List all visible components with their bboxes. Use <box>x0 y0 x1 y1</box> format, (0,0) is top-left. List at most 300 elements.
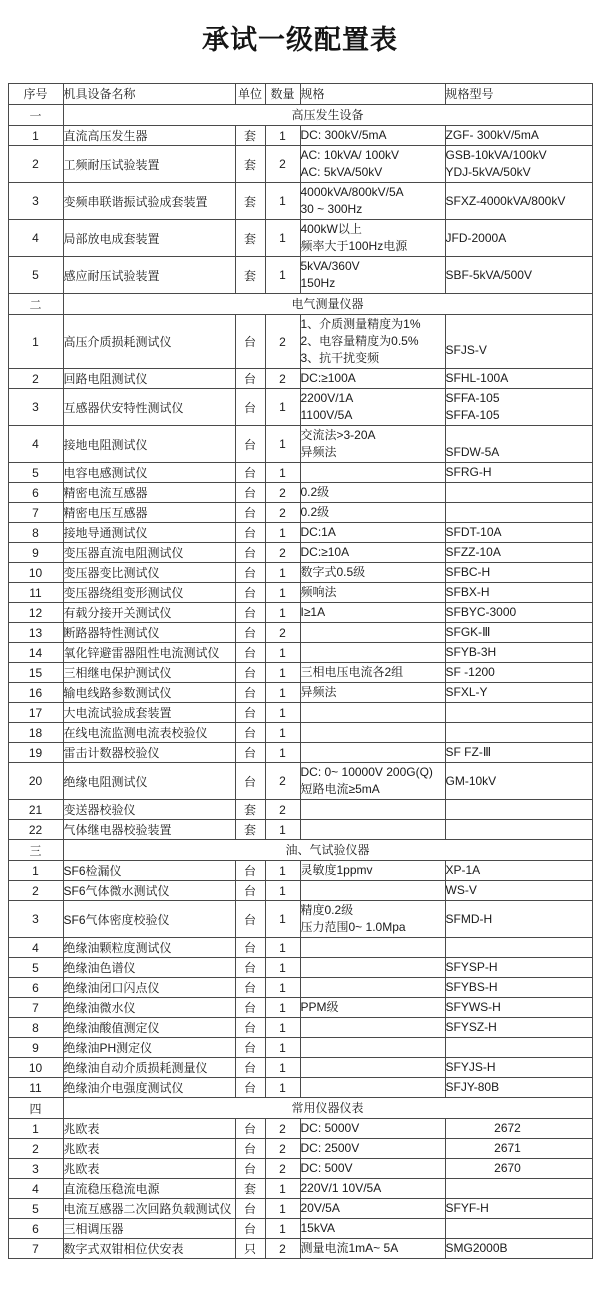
spec-cell <box>300 901 445 938</box>
header-model: 规格型号 <box>445 84 592 105</box>
model-cell-line: SFMD-H <box>445 911 493 926</box>
unit-cell: 套 <box>235 220 265 257</box>
spec-cell-line: 数字式0.5级 <box>300 565 366 579</box>
section-marker: 二 <box>8 294 63 315</box>
spec-cell-line: 3、抗干扰变频 <box>300 351 380 365</box>
row-number-cell: 10 <box>8 1058 63 1078</box>
spec-cell <box>300 1239 445 1259</box>
quantity-cell: 2 <box>265 800 300 820</box>
equipment-name-cell: 直流高压发生器 <box>63 126 235 146</box>
row-number-cell: 11 <box>8 583 63 603</box>
row-number-cell: 12 <box>8 603 63 623</box>
row-number-cell: 19 <box>8 743 63 763</box>
table-row <box>8 563 592 583</box>
table-row <box>8 1219 592 1239</box>
model-cell <box>445 643 592 663</box>
model-cell <box>445 220 592 257</box>
model-cell <box>445 958 592 978</box>
table-row <box>8 763 592 800</box>
header-serial-number: 序号 <box>8 84 63 105</box>
unit-cell: 台 <box>235 315 265 369</box>
quantity-cell: 2 <box>265 369 300 389</box>
model-cell-line <box>446 325 592 342</box>
spec-cell-line: 1、介质测量精度为1% <box>300 317 421 331</box>
model-cell <box>445 820 592 840</box>
spec-cell-line: DC: 500V <box>300 1161 353 1175</box>
equipment-config-table <box>8 83 593 1259</box>
model-cell <box>445 183 592 220</box>
model-cell <box>445 503 592 523</box>
model-cell-line: 2671 <box>494 1141 521 1155</box>
model-cell-line: SFYJS-H <box>445 1060 496 1074</box>
spec-cell-line: 220V/1 10V/5A <box>300 1181 382 1195</box>
spec-cell-line: DC: 0~ 10000V 200G(Q) <box>300 765 433 779</box>
model-cell-line: 2670 <box>494 1161 521 1175</box>
model-cell <box>445 1038 592 1058</box>
spec-cell <box>300 369 445 389</box>
table-row <box>8 1018 592 1038</box>
quantity-cell: 2 <box>265 1139 300 1159</box>
spec-cell <box>300 1119 445 1139</box>
table-row <box>8 126 592 146</box>
quantity-cell: 1 <box>265 820 300 840</box>
table-row <box>8 1179 592 1199</box>
unit-cell: 台 <box>235 483 265 503</box>
spec-cell-line: 交流法>3-20A <box>300 428 376 442</box>
spec-cell-line: 0.2级 <box>300 485 330 499</box>
table-row <box>8 703 592 723</box>
spec-cell <box>300 623 445 643</box>
equipment-name-cell: 三相继电保护测试仪 <box>63 663 235 683</box>
unit-cell: 台 <box>235 938 265 958</box>
table-row <box>8 1078 592 1098</box>
row-number-cell: 3 <box>8 389 63 426</box>
row-number-cell: 1 <box>8 315 63 369</box>
model-cell-line: SFRG-H <box>445 465 492 479</box>
equipment-name-cell: 变送器校验仪 <box>63 800 235 820</box>
equipment-name-cell: 回路电阻测试仪 <box>63 369 235 389</box>
model-cell-line: SFZZ-10A <box>445 545 501 559</box>
quantity-cell: 2 <box>265 503 300 523</box>
spec-cell <box>300 603 445 623</box>
unit-cell: 台 <box>235 958 265 978</box>
section-marker: 一 <box>8 105 63 126</box>
equipment-name-cell: 输电线路参数测试仪 <box>63 683 235 703</box>
unit-cell: 台 <box>235 1018 265 1038</box>
unit-cell: 套 <box>235 146 265 183</box>
model-cell <box>445 483 592 503</box>
spec-cell-line: 短路电流≥5mA <box>300 782 380 796</box>
model-cell <box>445 978 592 998</box>
model-cell <box>445 523 592 543</box>
quantity-cell: 2 <box>265 315 300 369</box>
row-number-cell: 8 <box>8 1018 63 1038</box>
quantity-cell: 1 <box>265 998 300 1018</box>
equipment-name-cell: 绝缘油自动介质损耗测量仪 <box>63 1058 235 1078</box>
row-number-cell: 15 <box>8 663 63 683</box>
table-row <box>8 663 592 683</box>
spec-cell-line: 5kVA/360V <box>300 259 360 273</box>
spec-cell-line: 频响法 <box>300 585 337 599</box>
spec-cell <box>300 703 445 723</box>
spec-cell-line: DC:≥10A <box>300 545 350 559</box>
unit-cell: 台 <box>235 703 265 723</box>
spec-cell-line: AC: 10kVA/ 100kV <box>300 148 399 162</box>
unit-cell: 套 <box>235 800 265 820</box>
model-cell <box>445 583 592 603</box>
table-row <box>8 1199 592 1219</box>
model-cell <box>445 723 592 743</box>
unit-cell: 只 <box>235 1239 265 1259</box>
unit-cell: 台 <box>235 763 265 800</box>
unit-cell: 套 <box>235 257 265 294</box>
equipment-name-cell: 互感器伏安特性测试仪 <box>63 389 235 426</box>
unit-cell: 台 <box>235 998 265 1018</box>
table-row <box>8 938 592 958</box>
section-row <box>8 294 592 315</box>
section-marker: 三 <box>8 840 63 861</box>
unit-cell: 台 <box>235 389 265 426</box>
model-cell-line: SFYSZ-H <box>445 1020 497 1034</box>
quantity-cell: 1 <box>265 1038 300 1058</box>
quantity-cell: 2 <box>265 543 300 563</box>
spec-cell <box>300 800 445 820</box>
equipment-name-cell: 氧化锌避雷器阻性电流测试仪 <box>63 643 235 663</box>
model-cell-line: SFHL-100A <box>445 371 509 385</box>
model-cell <box>445 257 592 294</box>
spec-cell <box>300 183 445 220</box>
equipment-name-cell: 绝缘油闭口闪点仪 <box>63 978 235 998</box>
spec-cell-line: AC: 5kVA/50kV <box>300 165 383 179</box>
table-row <box>8 623 592 643</box>
spec-cell <box>300 146 445 183</box>
spec-cell <box>300 1018 445 1038</box>
spec-cell-line: DC:1A <box>300 525 336 539</box>
table-row <box>8 220 592 257</box>
model-cell-line: SFJY-80B <box>445 1080 500 1094</box>
unit-cell: 台 <box>235 563 265 583</box>
spec-cell <box>300 663 445 683</box>
model-cell <box>445 146 592 183</box>
spec-cell-line: 三相电压电流各2组 <box>300 665 404 679</box>
row-number-cell: 5 <box>8 463 63 483</box>
model-cell <box>445 463 592 483</box>
quantity-cell: 1 <box>265 723 300 743</box>
model-cell-line: 2672 <box>494 1121 521 1135</box>
model-cell-line: GM-10kV <box>445 773 497 788</box>
equipment-name-cell: 工频耐压试验装置 <box>63 146 235 183</box>
unit-cell: 台 <box>235 369 265 389</box>
quantity-cell: 1 <box>265 901 300 938</box>
table-row <box>8 389 592 426</box>
row-number-cell: 11 <box>8 1078 63 1098</box>
spec-cell-line: 压力范围0~ 1.0Mpa <box>300 920 406 934</box>
section-row <box>8 1098 592 1119</box>
equipment-name-cell: SF6检漏仪 <box>63 861 235 881</box>
row-number-cell: 9 <box>8 543 63 563</box>
row-number-cell: 2 <box>8 146 63 183</box>
spec-cell-line: 2200V/1A <box>300 391 354 405</box>
model-cell <box>445 315 592 369</box>
spec-cell <box>300 1139 445 1159</box>
spec-cell-line: DC:≥100A <box>300 371 356 385</box>
model-cell-line: GSB-10kVA/100kV <box>445 148 547 162</box>
equipment-name-cell: 兆欧表 <box>63 1159 235 1179</box>
spec-cell <box>300 563 445 583</box>
spec-cell <box>300 998 445 1018</box>
unit-cell: 台 <box>235 1199 265 1219</box>
unit-cell: 台 <box>235 1119 265 1139</box>
model-cell <box>445 861 592 881</box>
quantity-cell: 1 <box>265 603 300 623</box>
model-cell-line: SFXL-Y <box>445 685 488 699</box>
spec-cell-line: 30 ~ 300Hz <box>300 202 363 216</box>
spec-cell-line: 异频法 <box>300 445 337 459</box>
spec-cell <box>300 763 445 800</box>
quantity-cell: 2 <box>265 146 300 183</box>
spec-cell <box>300 1038 445 1058</box>
row-number-cell: 4 <box>8 426 63 463</box>
unit-cell: 台 <box>235 881 265 901</box>
model-cell <box>445 369 592 389</box>
spec-cell <box>300 1199 445 1219</box>
row-number-cell: 5 <box>8 958 63 978</box>
row-number-cell: 20 <box>8 763 63 800</box>
spec-cell <box>300 861 445 881</box>
spec-cell-line: I≥1A <box>300 605 326 619</box>
spec-cell <box>300 820 445 840</box>
row-number-cell: 1 <box>8 1119 63 1139</box>
table-body <box>8 105 592 1259</box>
model-cell <box>445 998 592 1018</box>
table-row <box>8 483 592 503</box>
model-cell-line: SBF-5kVA/500V <box>445 267 532 282</box>
model-cell-line: SFDW-5A <box>445 445 500 459</box>
row-number-cell: 4 <box>8 220 63 257</box>
table-row <box>8 583 592 603</box>
model-cell-line: SFFA-105 <box>445 391 500 405</box>
model-cell <box>445 763 592 800</box>
model-cell <box>445 623 592 643</box>
quantity-cell: 1 <box>265 563 300 583</box>
unit-cell: 台 <box>235 683 265 703</box>
model-cell-line <box>446 427 592 444</box>
spec-cell-line: 灵敏度1ppmv <box>300 863 373 877</box>
unit-cell: 台 <box>235 861 265 881</box>
equipment-name-cell: 气体继电器校验装置 <box>63 820 235 840</box>
quantity-cell: 1 <box>265 1018 300 1038</box>
row-number-cell: 13 <box>8 623 63 643</box>
quantity-cell: 2 <box>265 1119 300 1139</box>
quantity-cell: 1 <box>265 1219 300 1239</box>
quantity-cell: 1 <box>265 881 300 901</box>
spec-cell <box>300 389 445 426</box>
equipment-name-cell: SF6气体微水测试仪 <box>63 881 235 901</box>
model-cell-line: SFBYC-3000 <box>445 605 517 619</box>
equipment-name-cell: 绝缘油色谱仪 <box>63 958 235 978</box>
table-row <box>8 881 592 901</box>
table-header-row <box>8 84 592 105</box>
unit-cell: 台 <box>235 643 265 663</box>
equipment-name-cell: 绝缘电阻测试仪 <box>63 763 235 800</box>
spec-cell <box>300 958 445 978</box>
equipment-name-cell: 绝缘油PH测定仪 <box>63 1038 235 1058</box>
quantity-cell: 1 <box>265 938 300 958</box>
unit-cell: 台 <box>235 663 265 683</box>
row-number-cell: 7 <box>8 998 63 1018</box>
spec-cell-line: 精度0.2级 <box>300 903 354 917</box>
equipment-name-cell: 电流互感器二次回路负载测试仪 <box>63 1199 235 1219</box>
model-cell-line: SFXZ-4000kVA/800kV <box>445 193 566 208</box>
table-row <box>8 503 592 523</box>
table-row <box>8 1159 592 1179</box>
equipment-name-cell: 直流稳压稳流电源 <box>63 1179 235 1199</box>
spec-cell-line: 4000kVA/800kV/5A <box>300 185 404 199</box>
quantity-cell: 1 <box>265 663 300 683</box>
model-cell <box>445 1219 592 1239</box>
table-row <box>8 426 592 463</box>
spec-cell <box>300 1078 445 1098</box>
model-cell <box>445 1179 592 1199</box>
spec-cell-line: DC: 2500V <box>300 1141 360 1155</box>
model-cell-line: YDJ-5kVA/50kV <box>445 165 531 179</box>
row-number-cell: 17 <box>8 703 63 723</box>
table-row <box>8 1119 592 1139</box>
quantity-cell: 1 <box>265 1058 300 1078</box>
table-row <box>8 315 592 369</box>
section-title: 常用仪器仪表 <box>63 1098 592 1119</box>
quantity-cell: 2 <box>265 763 300 800</box>
unit-cell: 台 <box>235 743 265 763</box>
unit-cell: 台 <box>235 1078 265 1098</box>
table-row <box>8 820 592 840</box>
unit-cell: 台 <box>235 978 265 998</box>
quantity-cell: 1 <box>265 523 300 543</box>
table-row <box>8 257 592 294</box>
equipment-name-cell: 兆欧表 <box>63 1119 235 1139</box>
model-cell-line: SFYF-H <box>445 1201 489 1215</box>
model-cell <box>445 1018 592 1038</box>
equipment-name-cell: 兆欧表 <box>63 1139 235 1159</box>
equipment-name-cell: 电容电感测试仪 <box>63 463 235 483</box>
row-number-cell: 22 <box>8 820 63 840</box>
row-number-cell: 2 <box>8 881 63 901</box>
equipment-name-cell: 绝缘油微水仪 <box>63 998 235 1018</box>
quantity-cell: 1 <box>265 958 300 978</box>
model-cell-line: SFYBS-H <box>445 980 498 994</box>
model-cell-line: SFGK-Ⅲ <box>445 625 491 639</box>
unit-cell: 台 <box>235 543 265 563</box>
row-number-cell: 3 <box>8 901 63 938</box>
spec-cell <box>300 126 445 146</box>
equipment-name-cell: 绝缘油介电强度测试仪 <box>63 1078 235 1098</box>
section-row <box>8 105 592 126</box>
model-cell <box>445 389 592 426</box>
unit-cell: 台 <box>235 723 265 743</box>
table-row <box>8 146 592 183</box>
model-cell <box>445 800 592 820</box>
unit-cell: 台 <box>235 426 265 463</box>
table-row <box>8 861 592 881</box>
equipment-name-cell: 大电流试验成套装置 <box>63 703 235 723</box>
model-cell <box>445 603 592 623</box>
model-cell <box>445 1199 592 1219</box>
spec-cell-line: 异频法 <box>300 685 337 699</box>
section-title: 电气测量仪器 <box>63 294 592 315</box>
spec-cell-line: 150Hz <box>300 276 336 290</box>
table-row <box>8 800 592 820</box>
table-row <box>8 901 592 938</box>
model-cell <box>445 901 592 938</box>
model-cell <box>445 1239 592 1259</box>
row-number-cell: 7 <box>8 503 63 523</box>
row-number-cell: 2 <box>8 1139 63 1159</box>
quantity-cell: 1 <box>265 389 300 426</box>
spec-cell <box>300 938 445 958</box>
table-row <box>8 743 592 763</box>
header-equipment-name: 机具设备名称 <box>63 84 235 105</box>
header-unit: 单位 <box>235 84 265 105</box>
spec-cell-line: 0.2级 <box>300 505 330 519</box>
table-row <box>8 1139 592 1159</box>
equipment-name-cell: 接地电阻测试仪 <box>63 426 235 463</box>
unit-cell: 台 <box>235 1139 265 1159</box>
row-number-cell: 2 <box>8 369 63 389</box>
quantity-cell: 1 <box>265 703 300 723</box>
spec-cell <box>300 483 445 503</box>
table-row <box>8 978 592 998</box>
table-row <box>8 463 592 483</box>
row-number-cell: 1 <box>8 126 63 146</box>
section-title: 高压发生设备 <box>63 105 592 126</box>
equipment-name-cell: 有载分接开关测试仪 <box>63 603 235 623</box>
model-cell <box>445 938 592 958</box>
table-row <box>8 998 592 1018</box>
unit-cell: 台 <box>235 1159 265 1179</box>
table-row <box>8 643 592 663</box>
spec-cell <box>300 523 445 543</box>
model-cell-line: SF FZ-Ⅲ <box>445 745 492 759</box>
model-cell <box>445 1119 592 1139</box>
spec-cell <box>300 503 445 523</box>
unit-cell: 台 <box>235 603 265 623</box>
row-number-cell: 14 <box>8 643 63 663</box>
row-number-cell: 3 <box>8 1159 63 1179</box>
row-number-cell: 7 <box>8 1239 63 1259</box>
spec-cell <box>300 743 445 763</box>
quantity-cell: 1 <box>265 683 300 703</box>
spec-cell <box>300 1219 445 1239</box>
equipment-name-cell: 变频串联谐振试验成套装置 <box>63 183 235 220</box>
quantity-cell: 1 <box>265 183 300 220</box>
spec-cell <box>300 881 445 901</box>
spec-cell <box>300 315 445 369</box>
quantity-cell: 1 <box>265 978 300 998</box>
quantity-cell: 1 <box>265 426 300 463</box>
equipment-name-cell: 接地导通测试仪 <box>63 523 235 543</box>
unit-cell: 台 <box>235 523 265 543</box>
model-cell-line: JFD-2000A <box>445 230 507 245</box>
quantity-cell: 1 <box>265 463 300 483</box>
spec-cell-line: 2、电容量精度为0.5% <box>300 334 419 348</box>
row-number-cell: 16 <box>8 683 63 703</box>
model-cell <box>445 126 592 146</box>
equipment-name-cell: 高压介质损耗测试仪 <box>63 315 235 369</box>
quantity-cell: 1 <box>265 1179 300 1199</box>
spec-cell <box>300 463 445 483</box>
spec-cell-line: PPM级 <box>300 1000 339 1014</box>
model-cell <box>445 1058 592 1078</box>
